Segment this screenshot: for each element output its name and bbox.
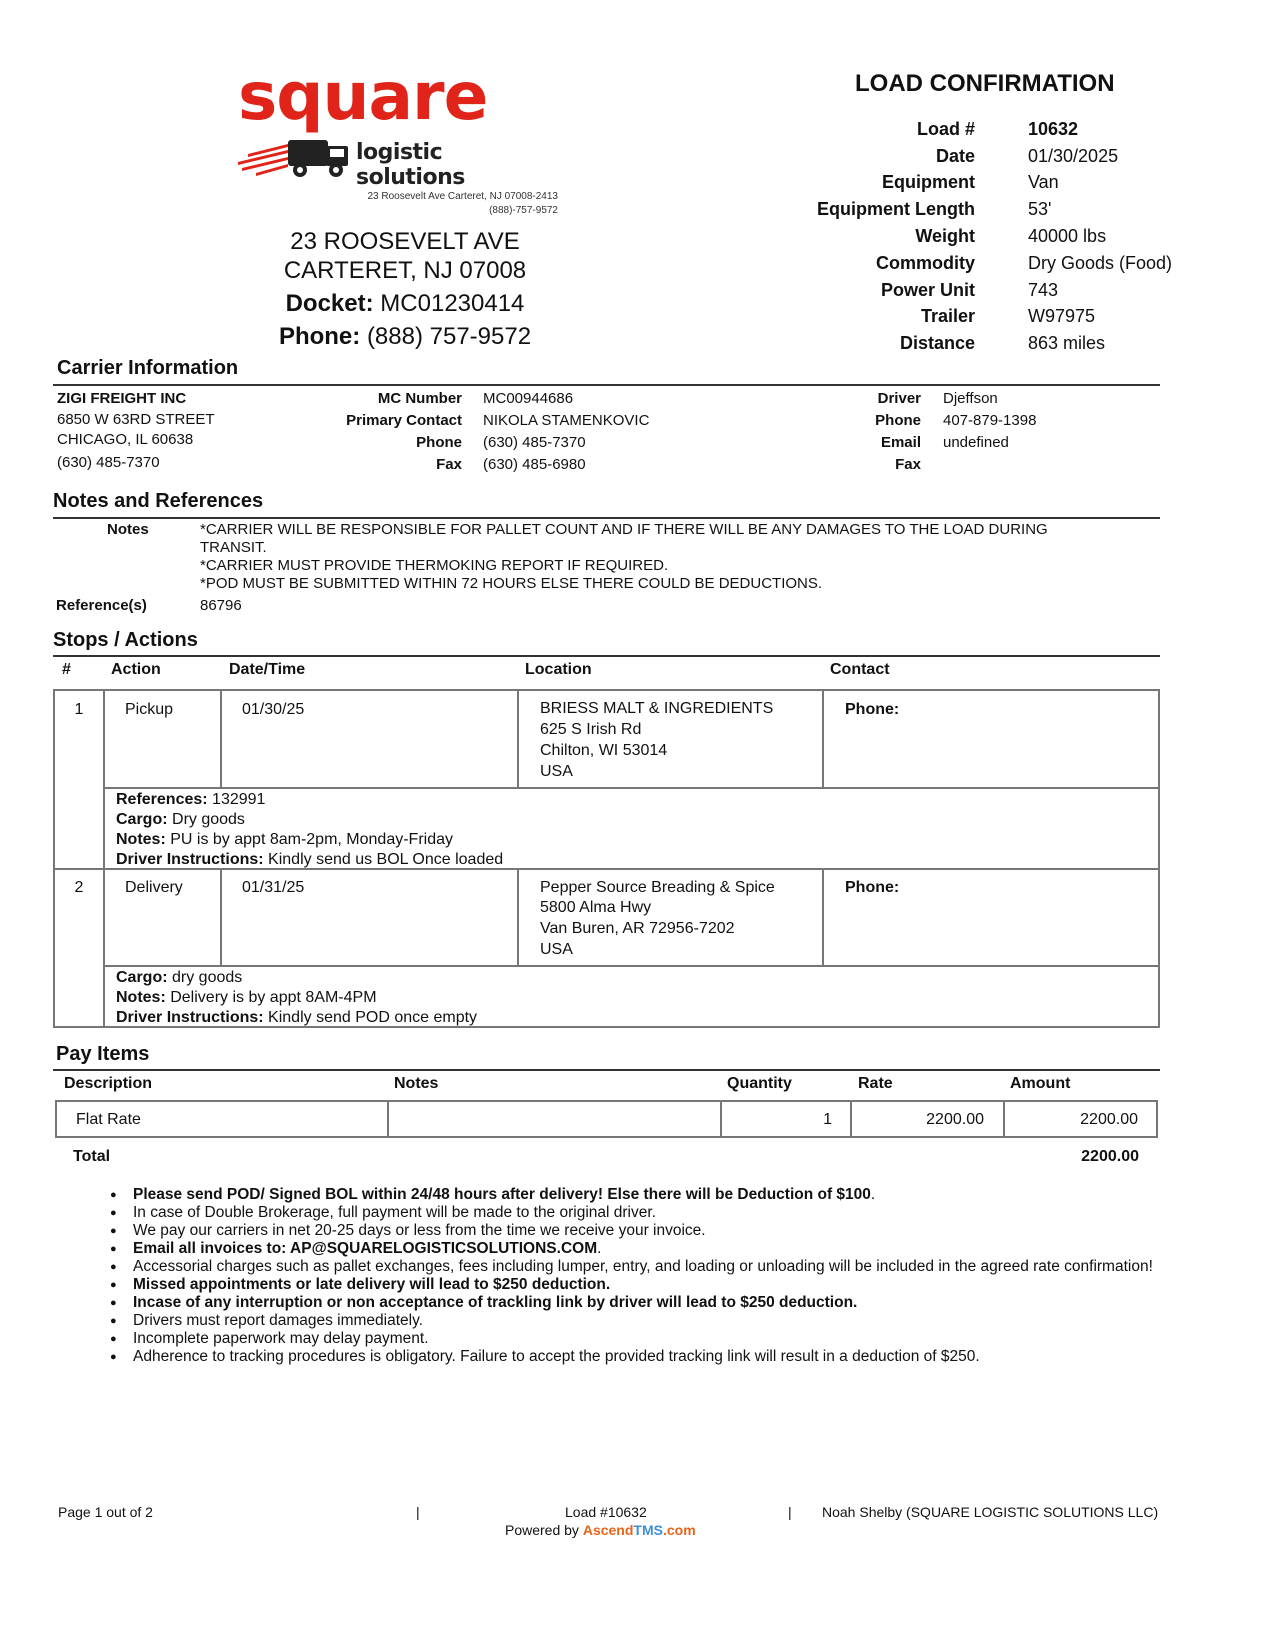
stop-cargo: Cargo: dry goods (116, 969, 243, 986)
stop-location: Pepper Source Breading & Spice 5800 Alma Hwy Van Buren, AR 72956-7202 USA (517, 868, 824, 967)
load-confirmation-title: LOAD CONFIRMATION (855, 70, 1115, 97)
notes-heading: Notes and References (53, 490, 264, 512)
list-item: ● Incomplete paperwork may delay payment. (110, 1330, 1190, 1348)
list-item: ● Drivers must report damages immediately. (110, 1312, 1190, 1330)
list-item: ● Incase of any interruption or non acceptance of trackling link by driver will lead to $250 deduction. (110, 1294, 1190, 1312)
references-label: Reference(s) (56, 597, 147, 614)
driver-email: undefined (943, 434, 1009, 451)
carrier-values (483, 388, 649, 476)
carrier-labels: MC Number Primary Contact Phone Fax (346, 390, 462, 473)
stop-contact: Phone: (822, 868, 1160, 967)
stops-col-num: # (62, 661, 71, 678)
stop-date: 01/30/25 (220, 689, 519, 789)
logo-tagline: logistic solutions (356, 140, 465, 190)
stop-notes: Notes: Delivery is by appt 8AM-4PM (116, 989, 377, 1006)
ascend-brand: Ascend (582, 1522, 634, 1538)
footer-separator: | (416, 1504, 420, 1520)
stop-cargo: Cargo: Dry goods (116, 811, 245, 828)
stop-instructions: Driver Instructions: Kindly send POD once empty (116, 1009, 478, 1026)
pay-col-quantity: Quantity (727, 1075, 792, 1092)
stop-instructions: Driver Instructions: Kindly send us BOL Once loaded (116, 851, 504, 868)
company-docket: Docket: MC01230414 (285, 290, 525, 317)
company-phone: Phone: (888) 757-9572 (278, 323, 532, 350)
divider (53, 517, 1160, 519)
driver-name: Djeffson (943, 390, 998, 407)
footer-page: Page 1 out of 2 (58, 1504, 153, 1520)
load-field: Trailer W97975 (920, 306, 1096, 327)
stop-details (103, 965, 1160, 1028)
load-field: Distance 863 miles (899, 333, 1106, 354)
carrier-city: CHICAGO, IL 60638 (57, 431, 194, 448)
load-field: Load # 10632 (916, 118, 1079, 139)
list-item: ● We pay our carriers in net 20-25 days or less from the time we receive your invoice. (110, 1222, 1190, 1240)
load-field: Commodity Dry Goods (Food) (876, 252, 1173, 273)
stop-notes: Notes: PU is by appt 8am-2pm, Monday-Friday (116, 831, 453, 848)
pay-col-rate: Rate (858, 1075, 893, 1092)
stop-location: BRIESS MALT & INGREDIENTS 625 S Irish Rd Chilton, WI 53014 USA (517, 689, 824, 789)
stop-action: Delivery (103, 868, 222, 967)
stop-details (103, 787, 1160, 870)
stop-references: References: 132991 (116, 791, 266, 808)
truck-icon (238, 132, 358, 178)
primary-contact: NIKOLA STAMENKOVIC (483, 412, 650, 429)
references-value: 86796 (200, 597, 242, 614)
stops-col-action: Action (111, 661, 161, 678)
notes-label: Notes (107, 521, 149, 538)
footer-load: Load #10632 (565, 1504, 647, 1520)
load-field: Equipment Length 53' (817, 199, 1052, 220)
load-details (760, 116, 1230, 357)
stop-contact: Phone: (822, 689, 1160, 789)
driver-phone: 407-879-1398 (943, 412, 1037, 429)
company-address-block (240, 227, 570, 351)
divider (53, 655, 1160, 657)
load-field: Date 01/30/2025 (935, 145, 1119, 166)
stops-col-contact: Contact (830, 661, 890, 678)
pay-quantity: 1 (720, 1100, 852, 1138)
mc-number: MC00944686 (483, 390, 574, 407)
driver-labels: Driver Phone Email Fax (875, 390, 921, 473)
footer-user: Noah Shelby (SQUARE LOGISTIC SOLUTIONS LLC) (822, 1504, 1159, 1520)
divider (53, 384, 1160, 386)
footer-separator: | (788, 1504, 792, 1520)
stops-heading: Stops / Actions (53, 629, 198, 651)
stops-col-location: Location (525, 661, 592, 678)
stop-number-cell: 2 (53, 868, 105, 1028)
stops-col-datetime: Date/Time (229, 661, 306, 678)
carrier-street: 6850 W 63RD STREET (57, 411, 215, 428)
pay-rate: 2200.00 (850, 1100, 1005, 1138)
pay-amount: 2200.00 (1003, 1100, 1158, 1138)
pay-heading: Pay Items (56, 1043, 150, 1065)
list-item: ● Email all invoices to: AP@SQUARELOGISTICSOLUTIONS.COM. (110, 1240, 1190, 1258)
list-item: ● Missed appointments or late delivery will lead to $250 deduction. (110, 1276, 1190, 1294)
load-field: Weight 40000 lbs (915, 226, 1107, 247)
list-item: ● Please send POD/ Signed BOL within 24/48 hours after delivery! Else there will be Deduction of $100. (110, 1186, 1190, 1204)
carrier-address (57, 388, 215, 474)
logo-wordmark: square (238, 58, 488, 135)
pay-col-amount: Amount (1010, 1075, 1071, 1092)
pay-col-notes: Notes (394, 1075, 439, 1092)
footer-powered: Powered by AscendTMS.com (505, 1522, 696, 1538)
driver-values (943, 388, 1036, 454)
terms-list (110, 1186, 1190, 1366)
list-item: ● In case of Double Brokerage, full payment will be made to the original driver. (110, 1204, 1190, 1222)
pay-total-label: Total (73, 1148, 111, 1165)
pay-notes (387, 1100, 722, 1138)
logo-address: 23 Roosevelt Ave Carteret, NJ 07008-2413 (888)-757-9572 (367, 191, 558, 216)
carrier-phone: (630) 485-7370 (57, 454, 160, 471)
load-field: Power Unit 743 (880, 279, 1059, 300)
stop-number-cell: 1 (53, 689, 105, 870)
stop-date: 01/31/25 (220, 868, 519, 967)
pay-total-value: 2200.00 (1081, 1148, 1139, 1165)
load-field: Equipment Van (882, 172, 1059, 193)
pay-col-description: Description (64, 1075, 153, 1092)
notes-text: *CARRIER WILL BE RESPONSIBLE FOR PALLET COUNT AND IF THERE WILL BE ANY DAMAGES TO THE LOAD DURING TRANSIT. *CARRIER MUST PROVIDE THERMOKING REPORT IF REQUIRED. *POD MUST BE SUBMITTED WITHIN 72 HOURS ELSE THERE COULD BE DEDUCTIONS. (200, 521, 1048, 592)
divider (53, 1069, 1160, 1071)
carrier-fax: (630) 485-6980 (483, 456, 586, 473)
list-item: ● Adherence to tracking procedures is obligatory. Failure to accept the provided tracking link will result in a deduction of $250. (110, 1348, 1190, 1366)
stop-action: Pickup (103, 689, 222, 789)
company-address-line1: 23 ROOSEVELT AVE (290, 228, 520, 255)
list-item: ● Accessorial charges such as pallet exchanges, fees including lumper, entry, and loading or unloading will be included in the agreed rate confirmation! (110, 1258, 1190, 1276)
carrier-heading: Carrier Information (57, 357, 239, 379)
company-logo (238, 58, 558, 218)
carrier-name: ZIGI FREIGHT INC (57, 390, 187, 407)
company-address-line2: CARTERET, NJ 07008 (283, 257, 527, 284)
carrier-contact-phone: (630) 485-7370 (483, 434, 586, 451)
pay-description: Flat Rate (55, 1100, 389, 1138)
